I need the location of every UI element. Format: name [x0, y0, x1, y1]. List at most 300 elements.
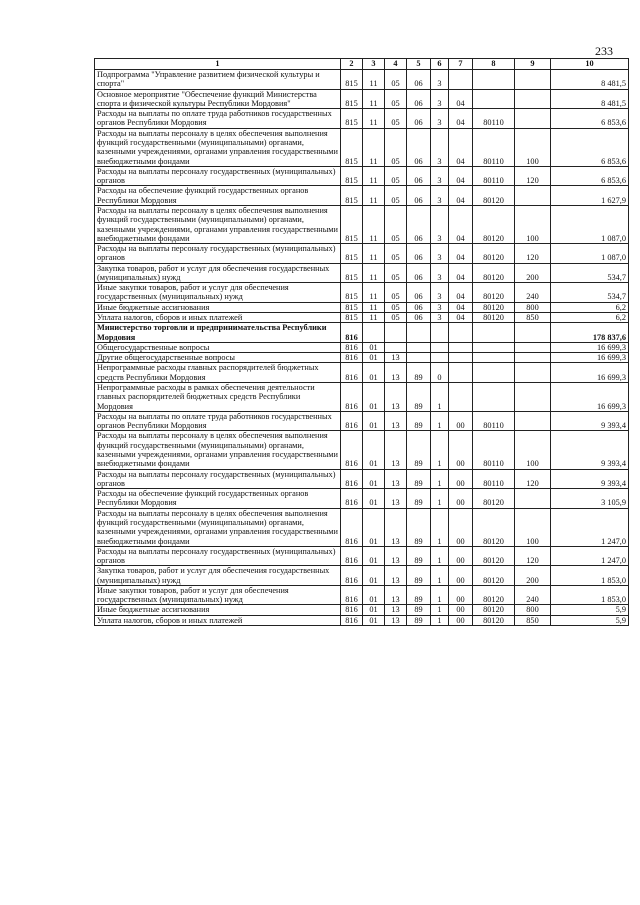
- row-name-cell: Министерство торговли и предпринимательства Республики Мордовия: [95, 323, 341, 343]
- row-name-cell: Иные закупки товаров, работ и услуг для обеспечения государственных (муниципальных) нужд: [95, 585, 341, 605]
- column-header: 9: [515, 59, 551, 70]
- amount-cell: 6 853,6: [551, 128, 629, 166]
- row-name-cell: Закупка товаров, работ и услуг для обеспечения государственных (муниципальных) нужд: [95, 566, 341, 586]
- section-cell: 01: [363, 353, 385, 363]
- activity-cell: 00: [449, 431, 473, 469]
- expense-type-cell: 240: [515, 283, 551, 303]
- table-row: [95, 431, 629, 469]
- admin-code-cell: 816: [341, 431, 363, 469]
- table-row: [95, 205, 629, 243]
- row-name-cell: Иные закупки товаров, работ и услуг для обеспечения государственных (муниципальных) нужд: [95, 283, 341, 303]
- program-cell: 06: [407, 302, 431, 312]
- direction-code-cell: 80120: [473, 283, 515, 303]
- expense-type-cell: [515, 323, 551, 343]
- amount-cell: 8 481,5: [551, 89, 629, 109]
- program-cell: 89: [407, 383, 431, 412]
- section-cell: 01: [363, 508, 385, 546]
- subsection-cell: 13: [385, 605, 407, 615]
- section-cell: 01: [363, 546, 385, 566]
- table-row: [95, 263, 629, 283]
- subsection-cell: 13: [385, 431, 407, 469]
- subprogram-cell: 3: [431, 166, 449, 186]
- row-name-cell: Другие общегосударственные вопросы: [95, 353, 341, 363]
- expense-type-cell: 120: [515, 166, 551, 186]
- activity-cell: 04: [449, 166, 473, 186]
- direction-code-cell: [473, 89, 515, 109]
- program-cell: 89: [407, 615, 431, 625]
- table-row: [95, 342, 629, 352]
- program-cell: [407, 323, 431, 343]
- admin-code-cell: 815: [341, 205, 363, 243]
- direction-code-cell: [473, 342, 515, 352]
- expense-type-cell: 200: [515, 263, 551, 283]
- program-cell: 06: [407, 263, 431, 283]
- amount-cell: 534,7: [551, 283, 629, 303]
- subsection-cell: 05: [385, 166, 407, 186]
- amount-cell: 1 087,0: [551, 205, 629, 243]
- subprogram-cell: [431, 323, 449, 343]
- section-cell: 01: [363, 431, 385, 469]
- subprogram-cell: 3: [431, 244, 449, 264]
- row-name-cell: Расходы на выплаты персоналу в целях обеспечения выполнения функций государственными (муниципальными) органами, казенными учреждениями, органами управления государственными внебюджетными фондами: [95, 128, 341, 166]
- row-name-cell: Расходы на выплаты персоналу в целях обеспечения выполнения функций государственными (муниципальными) органами, казенными учреждениями, органами управления государственными внебюджетными фондами: [95, 431, 341, 469]
- direction-code-cell: 80120: [473, 313, 515, 323]
- admin-code-cell: 816: [341, 323, 363, 343]
- activity-cell: 04: [449, 109, 473, 129]
- row-name-cell: Общегосударственные вопросы: [95, 342, 341, 352]
- expense-type-cell: 100: [515, 431, 551, 469]
- subprogram-cell: 1: [431, 546, 449, 566]
- table-row: [95, 302, 629, 312]
- direction-code-cell: 80120: [473, 566, 515, 586]
- subprogram-cell: 3: [431, 109, 449, 129]
- row-name-cell: Уплата налогов, сборов и иных платежей: [95, 615, 341, 625]
- amount-cell: 1 247,0: [551, 546, 629, 566]
- subprogram-cell: 1: [431, 383, 449, 412]
- table-row: [95, 313, 629, 323]
- row-name-cell: Расходы на обеспечение функций государственных органов Республики Мордовия: [95, 186, 341, 206]
- subsection-cell: 05: [385, 313, 407, 323]
- expense-type-cell: [515, 70, 551, 90]
- section-cell: 11: [363, 302, 385, 312]
- admin-code-cell: 816: [341, 585, 363, 605]
- subsection-cell: 05: [385, 283, 407, 303]
- admin-code-cell: 815: [341, 313, 363, 323]
- direction-code-cell: [473, 353, 515, 363]
- program-cell: 06: [407, 283, 431, 303]
- direction-code-cell: 80110: [473, 166, 515, 186]
- row-name-cell: Непрограммные расходы главных распорядителей бюджетных средств Республики Мордовия: [95, 363, 341, 383]
- admin-code-cell: 815: [341, 109, 363, 129]
- admin-code-cell: 815: [341, 302, 363, 312]
- activity-cell: 00: [449, 605, 473, 615]
- section-cell: 11: [363, 166, 385, 186]
- section-cell: 11: [363, 205, 385, 243]
- admin-code-cell: 816: [341, 508, 363, 546]
- section-cell: 01: [363, 566, 385, 586]
- row-name-cell: Расходы на выплаты по оплате труда работников государственных органов Республики Мордовия: [95, 411, 341, 431]
- amount-cell: 1 853,0: [551, 566, 629, 586]
- table-row: [95, 70, 629, 90]
- direction-code-cell: 80110: [473, 109, 515, 129]
- program-cell: 89: [407, 363, 431, 383]
- subprogram-cell: 1: [431, 585, 449, 605]
- row-name-cell: Расходы на выплаты персоналу в целях обеспечения выполнения функций государственными (муниципальными) органами, казенными учреждениями, органами управления государственными внебюджетными фондами: [95, 508, 341, 546]
- amount-cell: 9 393,4: [551, 411, 629, 431]
- row-name-cell: Иные бюджетные ассигнования: [95, 605, 341, 615]
- expense-type-cell: 100: [515, 205, 551, 243]
- section-cell: 11: [363, 109, 385, 129]
- amount-cell: 1 087,0: [551, 244, 629, 264]
- subsection-cell: 05: [385, 128, 407, 166]
- program-cell: 06: [407, 109, 431, 129]
- amount-cell: 5,9: [551, 605, 629, 615]
- admin-code-cell: 816: [341, 489, 363, 509]
- amount-cell: 534,7: [551, 263, 629, 283]
- program-cell: 06: [407, 313, 431, 323]
- amount-cell: 1 247,0: [551, 508, 629, 546]
- row-name-cell: Расходы на выплаты персоналу в целях обеспечения выполнения функций государственными (муниципальными) органами, казенными учреждениями, органами управления государственными внебюджетными фондами: [95, 205, 341, 243]
- program-cell: 06: [407, 89, 431, 109]
- subprogram-cell: 3: [431, 263, 449, 283]
- admin-code-cell: 816: [341, 615, 363, 625]
- section-cell: 11: [363, 283, 385, 303]
- program-cell: 89: [407, 431, 431, 469]
- table-row: [95, 244, 629, 264]
- subsection-cell: 05: [385, 244, 407, 264]
- subsection-cell: 13: [385, 585, 407, 605]
- table-row: [95, 186, 629, 206]
- row-name-cell: Подпрограмма "Управление развитием физической культуры и спорта": [95, 70, 341, 90]
- subsection-cell: 05: [385, 109, 407, 129]
- section-cell: 01: [363, 342, 385, 352]
- expense-type-cell: [515, 383, 551, 412]
- admin-code-cell: 815: [341, 128, 363, 166]
- activity-cell: [449, 342, 473, 352]
- subprogram-cell: 1: [431, 508, 449, 546]
- direction-code-cell: 80110: [473, 431, 515, 469]
- table-row: [95, 353, 629, 363]
- row-name-cell: Закупка товаров, работ и услуг для обеспечения государственных (муниципальных) нужд: [95, 263, 341, 283]
- expense-type-cell: [515, 109, 551, 129]
- expense-type-cell: [515, 411, 551, 431]
- expense-type-cell: 850: [515, 615, 551, 625]
- section-cell: 11: [363, 89, 385, 109]
- table-row: [95, 283, 629, 303]
- activity-cell: 00: [449, 615, 473, 625]
- admin-code-cell: 816: [341, 353, 363, 363]
- section-cell: 01: [363, 383, 385, 412]
- section-cell: 01: [363, 363, 385, 383]
- program-cell: 89: [407, 508, 431, 546]
- admin-code-cell: 815: [341, 166, 363, 186]
- amount-cell: 8 481,5: [551, 70, 629, 90]
- section-cell: 01: [363, 469, 385, 489]
- expense-type-cell: 100: [515, 508, 551, 546]
- section-cell: 01: [363, 411, 385, 431]
- program-cell: 89: [407, 489, 431, 509]
- direction-code-cell: 80120: [473, 585, 515, 605]
- program-cell: 06: [407, 70, 431, 90]
- table-row: [95, 469, 629, 489]
- expense-type-cell: [515, 186, 551, 206]
- section-cell: 01: [363, 605, 385, 615]
- program-cell: 89: [407, 605, 431, 615]
- subprogram-cell: 3: [431, 302, 449, 312]
- section-cell: 11: [363, 128, 385, 166]
- expense-type-cell: 800: [515, 302, 551, 312]
- subprogram-cell: 3: [431, 205, 449, 243]
- column-header: 1: [95, 59, 341, 70]
- table-row: [95, 128, 629, 166]
- activity-cell: 04: [449, 128, 473, 166]
- activity-cell: [449, 353, 473, 363]
- subsection-cell: 13: [385, 546, 407, 566]
- activity-cell: 00: [449, 411, 473, 431]
- column-header: 2: [341, 59, 363, 70]
- admin-code-cell: 816: [341, 342, 363, 352]
- direction-code-cell: [473, 383, 515, 412]
- section-cell: 01: [363, 489, 385, 509]
- direction-code-cell: 80110: [473, 411, 515, 431]
- subprogram-cell: 1: [431, 489, 449, 509]
- activity-cell: 04: [449, 205, 473, 243]
- subsection-cell: 13: [385, 383, 407, 412]
- activity-cell: [449, 383, 473, 412]
- amount-cell: 16 699,3: [551, 353, 629, 363]
- activity-cell: 04: [449, 244, 473, 264]
- row-name-cell: Расходы на выплаты персоналу государственных (муниципальных) органов: [95, 546, 341, 566]
- admin-code-cell: 815: [341, 70, 363, 90]
- program-cell: [407, 342, 431, 352]
- subprogram-cell: 3: [431, 89, 449, 109]
- table-row: [95, 546, 629, 566]
- table-row: [95, 89, 629, 109]
- subsection-cell: 13: [385, 363, 407, 383]
- row-name-cell: Расходы на выплаты персоналу государственных (муниципальных) органов: [95, 469, 341, 489]
- amount-cell: 178 837,6: [551, 323, 629, 343]
- subprogram-cell: 3: [431, 128, 449, 166]
- subprogram-cell: 1: [431, 469, 449, 489]
- admin-code-cell: 816: [341, 469, 363, 489]
- expense-type-cell: 850: [515, 313, 551, 323]
- column-header: 4: [385, 59, 407, 70]
- direction-code-cell: 80120: [473, 302, 515, 312]
- table-row: [95, 166, 629, 186]
- subsection-cell: 05: [385, 186, 407, 206]
- subprogram-cell: 3: [431, 313, 449, 323]
- expense-type-cell: [515, 353, 551, 363]
- admin-code-cell: 815: [341, 89, 363, 109]
- direction-code-cell: [473, 323, 515, 343]
- subsection-cell: 13: [385, 566, 407, 586]
- subprogram-cell: 1: [431, 411, 449, 431]
- amount-cell: 9 393,4: [551, 469, 629, 489]
- row-name-cell: Расходы на выплаты персоналу государственных (муниципальных) органов: [95, 244, 341, 264]
- subprogram-cell: 1: [431, 605, 449, 615]
- expense-type-cell: 240: [515, 585, 551, 605]
- budget-table: [94, 58, 629, 626]
- page-number: 233: [595, 44, 613, 58]
- expense-type-cell: 200: [515, 566, 551, 586]
- amount-cell: 6,2: [551, 302, 629, 312]
- program-cell: 06: [407, 166, 431, 186]
- section-cell: 11: [363, 244, 385, 264]
- amount-cell: 5,9: [551, 615, 629, 625]
- activity-cell: [449, 70, 473, 90]
- activity-cell: 00: [449, 546, 473, 566]
- column-header: 3: [363, 59, 385, 70]
- direction-code-cell: 80120: [473, 546, 515, 566]
- activity-cell: 04: [449, 302, 473, 312]
- admin-code-cell: 816: [341, 605, 363, 615]
- row-name-cell: Расходы на обеспечение функций государственных органов Республики Мордовия: [95, 489, 341, 509]
- table-row: [95, 489, 629, 509]
- column-header: 8: [473, 59, 515, 70]
- activity-cell: 04: [449, 313, 473, 323]
- subsection-cell: 13: [385, 353, 407, 363]
- row-name-cell: Расходы на выплаты по оплате труда работников государственных органов Республики Мордовия: [95, 109, 341, 129]
- table-row: [95, 323, 629, 343]
- amount-cell: 16 699,3: [551, 383, 629, 412]
- column-header: 5: [407, 59, 431, 70]
- amount-cell: 6,2: [551, 313, 629, 323]
- activity-cell: 00: [449, 508, 473, 546]
- expense-type-cell: [515, 363, 551, 383]
- subsection-cell: 13: [385, 469, 407, 489]
- table-row: [95, 566, 629, 586]
- direction-code-cell: 80120: [473, 605, 515, 615]
- activity-cell: [449, 363, 473, 383]
- program-cell: 89: [407, 585, 431, 605]
- direction-code-cell: 80110: [473, 128, 515, 166]
- program-cell: 06: [407, 205, 431, 243]
- expense-type-cell: [515, 489, 551, 509]
- direction-code-cell: 80120: [473, 508, 515, 546]
- admin-code-cell: 815: [341, 244, 363, 264]
- section-cell: 11: [363, 263, 385, 283]
- table-header-row: [95, 59, 629, 70]
- table-row: [95, 383, 629, 412]
- subsection-cell: 05: [385, 302, 407, 312]
- subprogram-cell: 0: [431, 363, 449, 383]
- amount-cell: 3 105,9: [551, 489, 629, 509]
- section-cell: 01: [363, 615, 385, 625]
- table-row: [95, 109, 629, 129]
- amount-cell: 6 853,6: [551, 166, 629, 186]
- activity-cell: 04: [449, 89, 473, 109]
- program-cell: 06: [407, 186, 431, 206]
- direction-code-cell: 80120: [473, 186, 515, 206]
- activity-cell: 00: [449, 489, 473, 509]
- subsection-cell: 05: [385, 205, 407, 243]
- row-name-cell: Расходы на выплаты персоналу государственных (муниципальных) органов: [95, 166, 341, 186]
- subprogram-cell: 3: [431, 283, 449, 303]
- direction-code-cell: [473, 70, 515, 90]
- program-cell: 89: [407, 469, 431, 489]
- activity-cell: 00: [449, 469, 473, 489]
- admin-code-cell: 816: [341, 546, 363, 566]
- subsection-cell: 13: [385, 489, 407, 509]
- row-name-cell: Иные бюджетные ассигнования: [95, 302, 341, 312]
- table-row: [95, 615, 629, 625]
- expense-type-cell: 120: [515, 244, 551, 264]
- direction-code-cell: 80120: [473, 615, 515, 625]
- column-header: 7: [449, 59, 473, 70]
- row-name-cell: Уплата налогов, сборов и иных платежей: [95, 313, 341, 323]
- amount-cell: 16 699,3: [551, 342, 629, 352]
- table-row: [95, 363, 629, 383]
- amount-cell: 1 853,0: [551, 585, 629, 605]
- expense-type-cell: 120: [515, 469, 551, 489]
- subprogram-cell: 3: [431, 186, 449, 206]
- table-row: [95, 508, 629, 546]
- program-cell: 89: [407, 411, 431, 431]
- subsection-cell: 05: [385, 70, 407, 90]
- subprogram-cell: 1: [431, 566, 449, 586]
- amount-cell: 6 853,6: [551, 109, 629, 129]
- program-cell: 06: [407, 128, 431, 166]
- admin-code-cell: 816: [341, 383, 363, 412]
- admin-code-cell: 815: [341, 186, 363, 206]
- admin-code-cell: 815: [341, 263, 363, 283]
- direction-code-cell: [473, 363, 515, 383]
- activity-cell: 00: [449, 566, 473, 586]
- program-cell: 89: [407, 566, 431, 586]
- section-cell: [363, 323, 385, 343]
- direction-code-cell: 80110: [473, 469, 515, 489]
- column-header: 10: [551, 59, 629, 70]
- subprogram-cell: 1: [431, 615, 449, 625]
- direction-code-cell: 80120: [473, 244, 515, 264]
- amount-cell: 1 627,9: [551, 186, 629, 206]
- subsection-cell: [385, 323, 407, 343]
- section-cell: 11: [363, 313, 385, 323]
- section-cell: 11: [363, 70, 385, 90]
- expense-type-cell: 100: [515, 128, 551, 166]
- expense-type-cell: 120: [515, 546, 551, 566]
- row-name-cell: Непрограммные расходы в рамках обеспечения деятельности главных распорядителей бюджетных средств Республики Мордовия: [95, 383, 341, 412]
- admin-code-cell: 815: [341, 283, 363, 303]
- subprogram-cell: 1: [431, 431, 449, 469]
- amount-cell: 9 393,4: [551, 431, 629, 469]
- activity-cell: 04: [449, 186, 473, 206]
- section-cell: 01: [363, 585, 385, 605]
- program-cell: 89: [407, 546, 431, 566]
- subprogram-cell: [431, 342, 449, 352]
- table-body: [95, 70, 629, 626]
- direction-code-cell: 80120: [473, 263, 515, 283]
- subsection-cell: 13: [385, 508, 407, 546]
- table-row: [95, 411, 629, 431]
- table-row: [95, 605, 629, 615]
- direction-code-cell: 80120: [473, 489, 515, 509]
- subsection-cell: 13: [385, 411, 407, 431]
- expense-type-cell: 800: [515, 605, 551, 615]
- expense-type-cell: [515, 342, 551, 352]
- program-cell: 06: [407, 244, 431, 264]
- column-header: 6: [431, 59, 449, 70]
- subprogram-cell: 3: [431, 70, 449, 90]
- direction-code-cell: 80120: [473, 205, 515, 243]
- subsection-cell: [385, 342, 407, 352]
- admin-code-cell: 816: [341, 363, 363, 383]
- activity-cell: [449, 323, 473, 343]
- subprogram-cell: [431, 353, 449, 363]
- table-row: [95, 585, 629, 605]
- subsection-cell: 05: [385, 89, 407, 109]
- amount-cell: 16 699,3: [551, 363, 629, 383]
